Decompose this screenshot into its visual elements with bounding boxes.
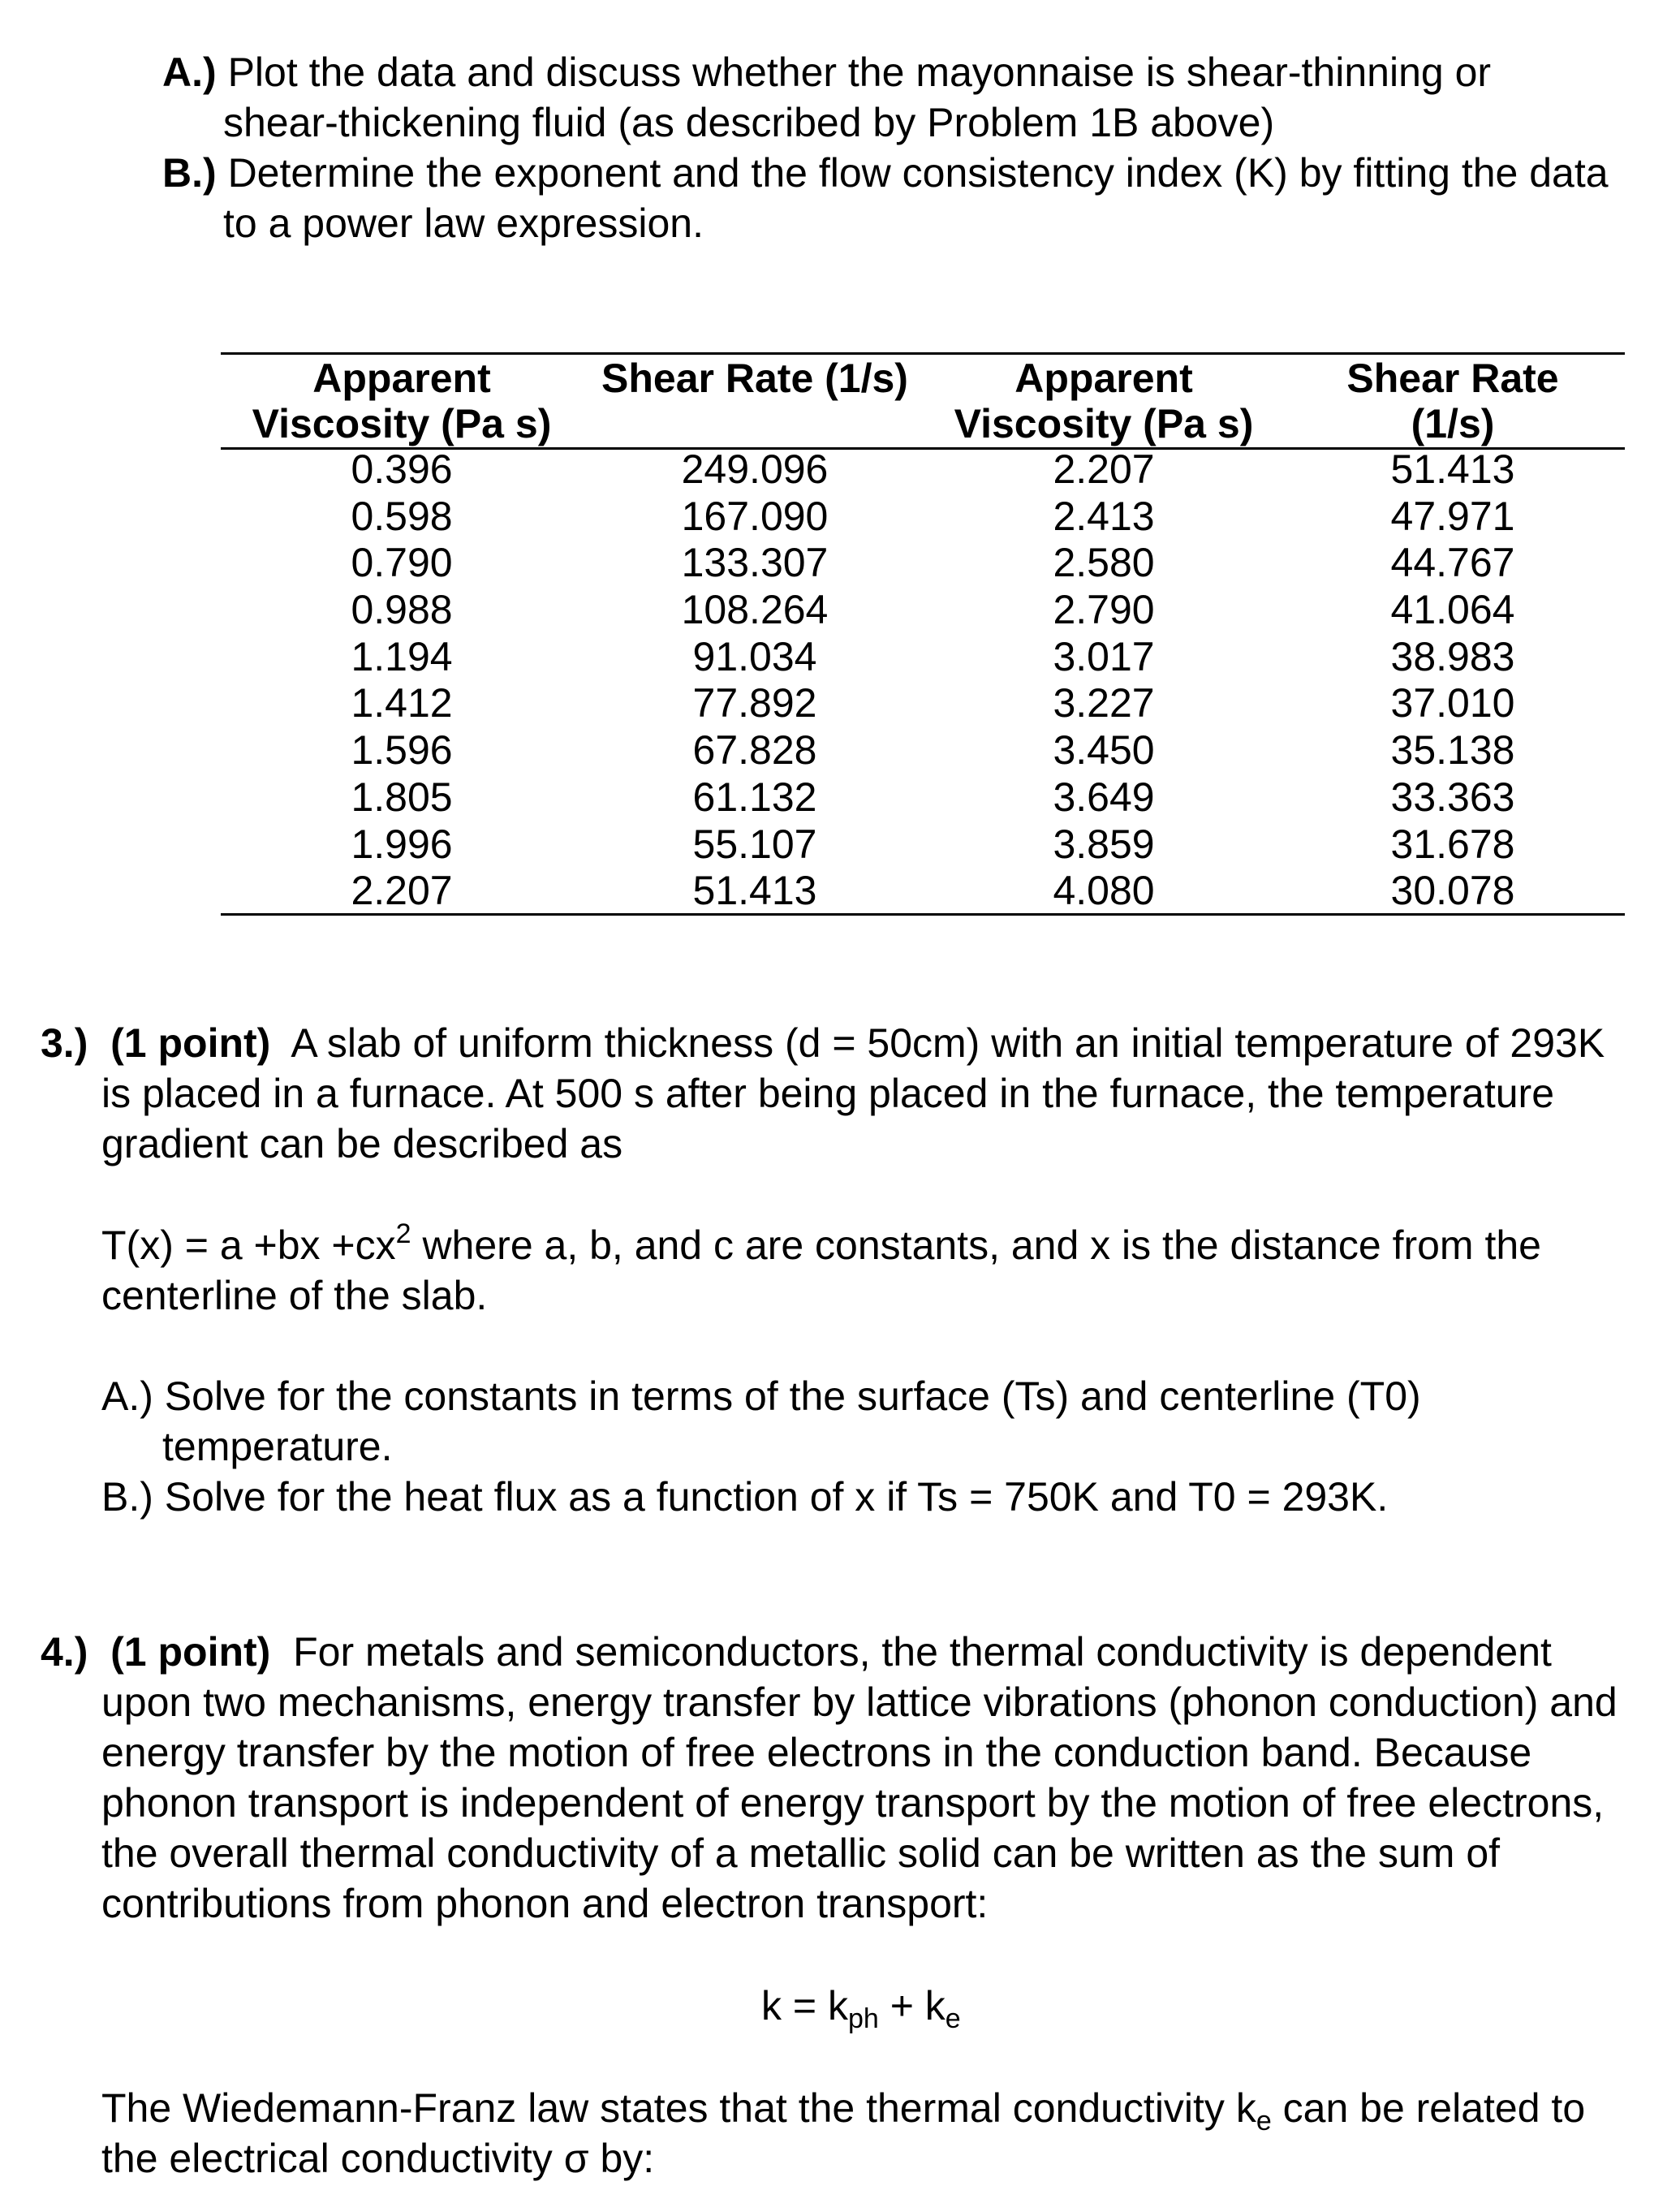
table-cell: 4.080 [1053,868,1155,914]
part-b-label: B.) [162,150,217,196]
table-column-shear-rate-1 [584,356,925,915]
equation-exponent: 2 [395,1218,411,1249]
table-cell: 77.892 [692,680,817,727]
table-cell: 2.790 [1053,587,1155,633]
table-cell: 0.598 [351,493,453,539]
column-header: Apparent [312,356,491,401]
table-cell: 0.988 [351,587,453,633]
table-cell: 0.396 [351,446,453,492]
table-cell: 91.034 [692,633,817,679]
table-column-viscosity-1 [235,356,568,915]
problem3-label: 3.) [41,1020,88,1066]
wiedemann-franz-line2: the electrical conductivity σ by: [101,2136,655,2181]
problem4-line5: the overall thermal conductivity of a metallic solid can be written as the sum of [101,1830,1501,1876]
problem3-points: (1 point) [110,1020,271,1066]
table-cell: 1.996 [351,821,453,867]
table-cell: 55.107 [692,821,817,867]
problem4-text: For metals and semiconductors, the thermal conductivity is dependent [293,1629,1552,1675]
column-header: Viscosity (Pa s) [252,401,552,446]
part-a-label: A.) [162,50,217,95]
table-column-shear-rate-2 [1299,356,1607,915]
problem4-points: (1 point) [110,1629,271,1675]
problem2-part-a [162,47,1491,97]
wf-text-post: can be related to [1271,2085,1586,2131]
problem3-line1 [41,1018,1605,1068]
table-cell: 3.649 [1053,774,1155,820]
table-cell: 249.096 [681,446,829,492]
problem3-equation-line2: centerline of the slab. [101,1273,488,1318]
table-cell: 1.805 [351,774,453,820]
problem2-part-b-line2: to a power law expression. [223,200,704,246]
problem3-equation [101,1220,1541,1275]
problem3-part-a: A.) Solve for the constants in terms of the surface (Ts) and centerline (T0) [101,1373,1421,1419]
problem3-line3: gradient can be described as [101,1121,623,1166]
column-header: (1/s) [1411,401,1495,446]
column-header [584,401,925,446]
table-cell: 1.194 [351,633,453,679]
problem4-line4: phonon transport is independent of energy transport by the motion of free electrons, [101,1780,1605,1826]
table-cell: 1.412 [351,680,453,727]
table-cell: 133.307 [681,540,829,586]
equation-description: where a, b, and c are constants, and x is the distance from the [411,1222,1541,1268]
subscript-ph: ph [847,2003,879,2034]
table-cell: 41.064 [1390,587,1515,633]
table-cell: 35.138 [1390,727,1515,774]
problem3-text: A slab of uniform thickness (d = 50cm) with an initial temperature of 293K [291,1020,1605,1066]
table-cell: 61.132 [692,774,817,820]
table-cell: 30.078 [1390,868,1515,914]
table-column-viscosity-2 [933,356,1274,915]
table-cell: 3.017 [1053,633,1155,679]
conductivity-equation [761,1981,961,2036]
table-cell: 3.227 [1053,680,1155,727]
wf-subscript-e: e [1256,2106,1272,2136]
table-cell: 108.264 [681,587,829,633]
problem3-part-a-line2: temperature. [162,1424,393,1469]
part-a-text: Plot the data and discuss whether the mayonnaise is shear-thinning or [227,50,1492,95]
table-cell: 51.413 [692,868,817,914]
table-cell: 67.828 [692,727,817,774]
table-cell: 2.413 [1053,493,1155,539]
table-cell: 2.580 [1053,540,1155,586]
column-header: Apparent [1014,356,1193,401]
table-cell: 33.363 [1390,774,1515,820]
problem4-label: 4.) [41,1629,88,1675]
table-cell: 44.767 [1390,540,1515,586]
equation-text: T(x) = a +bx +cx [101,1222,396,1268]
problem4-line6: contributions from phonon and electron transport: [101,1881,989,1926]
column-header: Shear Rate (1/s) [601,356,908,401]
problem2-part-a-line2: shear-thickening fluid (as described by Problem 1B above) [223,100,1275,145]
table-cell: 2.207 [1053,446,1155,492]
table-cell: 2.207 [351,868,453,914]
part-b-text: Determine the exponent and the flow consistency index (K) by fitting the data [227,150,1609,196]
problem3-part-b: B.) Solve for the heat flux as a function of x if Ts = 750K and T0 = 293K. [101,1474,1389,1520]
column-header: Shear Rate [1346,356,1559,401]
subscript-e: e [945,2003,961,2034]
column-header: Viscosity (Pa s) [954,401,1254,446]
table-top-rule [221,352,1625,355]
problem4-line3: energy transfer by the motion of free electrons in the conduction band. Because [101,1730,1532,1775]
table-cell: 47.971 [1390,493,1515,539]
table-cell: 37.010 [1390,680,1515,727]
table-cell: 167.090 [681,493,829,539]
problem4-line1 [41,1627,1552,1677]
table-cell: 38.983 [1390,633,1515,679]
equation-k: k = k [761,1983,848,2029]
problem2-part-b [162,148,1609,198]
wiedemann-franz-line1 [101,2083,1585,2138]
table-cell: 1.596 [351,727,453,774]
problem4-line2: upon two mechanisms, energy transfer by lattice vibrations (phonon conduction) and [101,1679,1618,1725]
table-cell: 3.859 [1053,821,1155,867]
problem3-line2: is placed in a furnace. At 500 s after being placed in the furnace, the temperature [101,1071,1555,1116]
table-cell: 3.450 [1053,727,1155,774]
table-cell: 51.413 [1390,446,1515,492]
table-cell: 0.790 [351,540,453,586]
equation-plus: + k [878,1983,946,2029]
wf-text-pre: The Wiedemann-Franz law states that the thermal conductivity k [101,2085,1256,2131]
table-cell: 31.678 [1390,821,1515,867]
